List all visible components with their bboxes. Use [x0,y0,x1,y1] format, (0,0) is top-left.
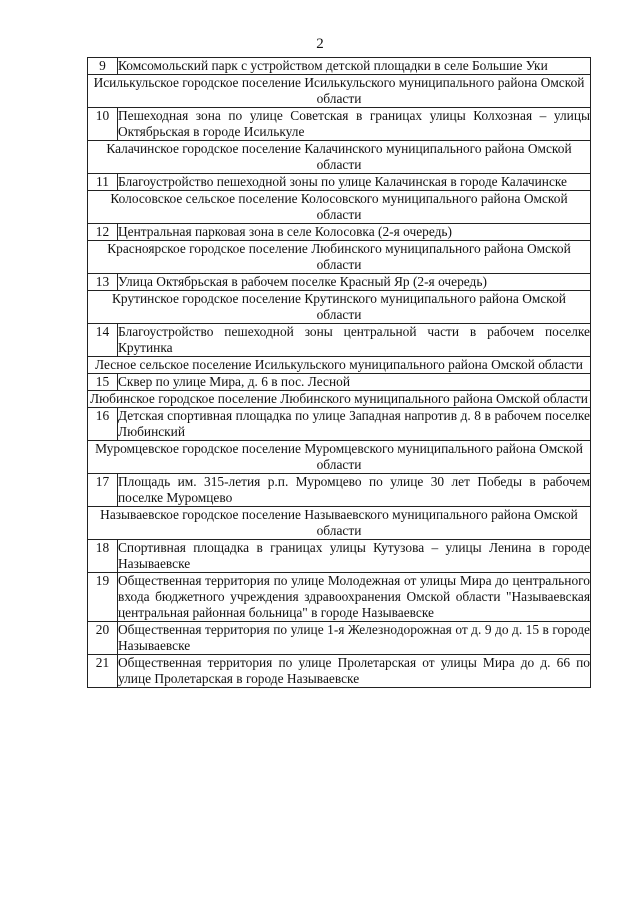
object-description: Комсомольский парк с устройством детской площадки в селе Большие Уки [118,58,591,75]
settlement-name: Калачинское городское поселение Калачинского муниципального района Омской области [88,141,591,174]
table-row [88,374,591,391]
row-number: 16 [88,408,118,441]
row-number: 18 [88,540,118,573]
table-row [88,224,591,241]
table-row [88,655,591,688]
table-body [88,58,591,688]
settlement-name: Исилькульское городское поселение Исилькульского муниципального района Омской области [88,75,591,108]
table-row [88,573,591,622]
object-description: Общественная территория по улице 1-я Железнодорожная от д. 9 до д. 15 в городе Называевске [118,622,590,653]
settlement-objects-table [87,57,591,688]
settlement-name: Лесное сельское поселение Исилькульского муниципального района Омской области [88,357,591,374]
row-number: 10 [88,108,118,141]
settlement-header-row [88,241,591,274]
settlement-header-row [88,141,591,174]
object-description: Улица Октябрьская в рабочем поселке Красный Яр (2-я очередь) [118,274,591,291]
settlement-header-row [88,291,591,324]
object-description: Благоустройство пешеходной зоны по улице Калачинская в городе Калачинске [118,174,591,191]
settlement-name: Колосовское сельское поселение Колосовского муниципального района Омской области [88,191,591,224]
object-description: Пешеходная зона по улице Советская в границах улицы Колхозная – улицы Октябрьская в городе Исилькуле [118,108,590,139]
settlement-name: Любинское городское поселение Любинского муниципального района Омской области [88,391,591,408]
settlement-header-row [88,75,591,108]
settlement-name: Называевское городское поселение Называевского муниципального района Омской области [88,507,591,540]
row-number: 21 [88,655,118,688]
table-row [88,474,591,507]
settlement-header-row [88,357,591,374]
row-number: 13 [88,274,118,291]
table-row [88,408,591,441]
object-description: Общественная территория по улице Пролетарская от улицы Мира до д. 66 по улице Пролетарская в городе Называевске [118,655,590,686]
table-row [88,58,591,75]
row-number: 14 [88,324,118,357]
object-description: Общественная территория по улице Молодежная от улицы Мира до центрального входа бюджетного учреждения здравоохранения Омской области "Называевская центральная районная больница" в городе Называевске [118,573,590,620]
row-number: 17 [88,474,118,507]
object-description: Детская спортивная площадка по улице Западная напротив д. 8 в рабочем поселке Любинский [118,408,590,439]
object-description: Центральная парковая зона в селе Колосовка (2-я очередь) [118,224,591,241]
object-description: Сквер по улице Мира, д. 6 в пос. Лесной [118,374,591,391]
settlement-header-row [88,391,591,408]
object-description: Площадь им. 315-летия р.п. Муромцево по улице 30 лет Победы в рабочем поселке Муромцево [118,474,590,505]
settlement-name: Красноярское городское поселение Любинского муниципального района Омской области [88,241,591,274]
table-row [88,174,591,191]
object-description: Благоустройство пешеходной зоны центральной части в рабочем поселке Крутинка [118,324,590,355]
row-number: 19 [88,573,118,622]
settlement-header-row [88,191,591,224]
object-description: Спортивная площадка в границах улицы Кутузова – улицы Ленина в городе Называевске [118,540,590,571]
settlement-name: Муромцевское городское поселение Муромцевского муниципального района Омской области [88,441,591,474]
page-number: 2 [316,36,324,52]
table-row [88,622,591,655]
settlement-name: Крутинское городское поселение Крутинского муниципального района Омской области [88,291,591,324]
settlement-header-row [88,507,591,540]
table-row [88,540,591,573]
table-row [88,274,591,291]
table-row [88,324,591,357]
row-number: 11 [88,174,118,191]
row-number: 9 [88,58,118,75]
settlement-header-row [88,441,591,474]
table-row [88,108,591,141]
row-number: 15 [88,374,118,391]
row-number: 20 [88,622,118,655]
row-number: 12 [88,224,118,241]
